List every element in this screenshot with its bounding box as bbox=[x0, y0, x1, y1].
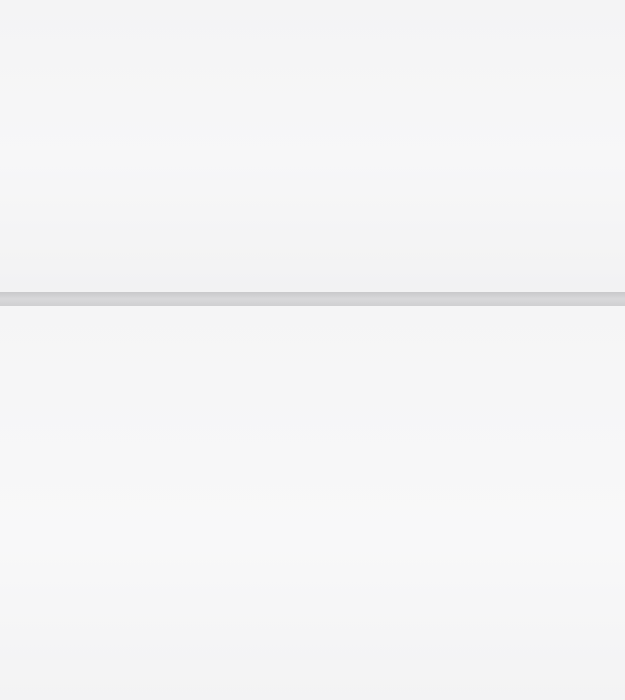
lower-page-section bbox=[0, 306, 625, 700]
upper-page-section bbox=[0, 0, 625, 292]
page-divider bbox=[0, 292, 625, 306]
